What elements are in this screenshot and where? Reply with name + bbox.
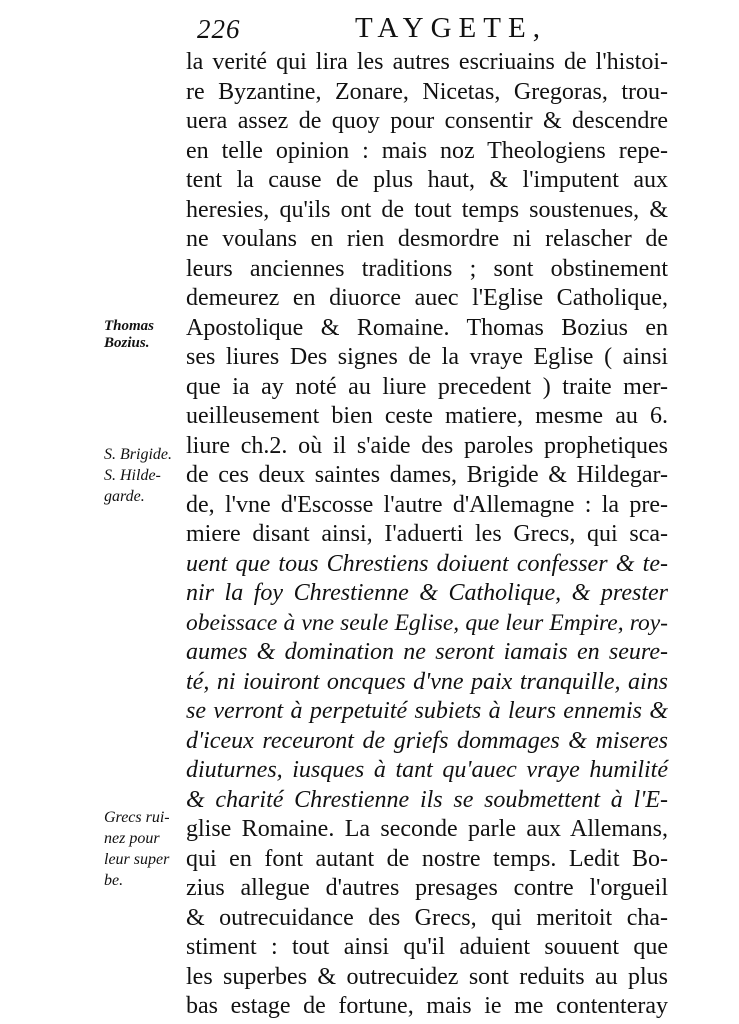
text-line: la verité qui lira les autres escriuains de l'histoi- <box>186 49 668 75</box>
text-line: Apostolique & Romaine. Thomas Bozius en <box>186 314 668 341</box>
text-line: de, l'vne d'Escosse l'autre d'Allemagne : la pre- <box>186 491 668 518</box>
margin-note-grecs-ruinez: Grecs rui- nez pour leur super be. <box>104 809 170 889</box>
text-line-italic: nir la foy Chrestienne & Catholique, & prester <box>186 580 668 606</box>
text-line: en telle opinion : mais noz Theologiens repe- <box>186 137 668 164</box>
text-line-italic: & charité Chrestienne ils se soubmettent à l'E- <box>186 786 668 813</box>
text-line-italic: uent que tous Chrestiens doiuent confesser & te- <box>186 550 668 577</box>
page-number: 226 <box>197 14 241 44</box>
text-line: leurs anciennes traditions ; sont obstinement <box>186 255 668 282</box>
text-line: ueilleusement bien ceste matiere, mesme au 6. <box>186 403 668 429</box>
margin-note-bozius: Thomas Bozius. <box>104 318 155 351</box>
text-line: zius allegue d'autres presages contre l'orgueil <box>186 875 668 901</box>
text-line: qui en font autant de nostre temps. Ledit Bo- <box>186 845 668 872</box>
text-line-italic: obeissace à vne seule Eglise, que leur Empire, roy- <box>186 609 668 636</box>
running-head: TAYGETE, <box>355 12 547 44</box>
text-line: stiment : tout ainsi qu'il aduient souuent que <box>186 934 668 960</box>
text-line: que ia ay noté au liure precedent ) traite mer- <box>186 373 668 400</box>
text-line: ses liures Des signes de la vraye Eglise ( ainsi <box>186 344 668 370</box>
body-text <box>186 48 668 1022</box>
text-line: miere disant ainsi, I'aduerti les Grecs, qui sca- <box>186 521 668 547</box>
text-line-italic: té, ni iouiront oncques d'vne paix tranquille, ains <box>186 668 668 695</box>
text-line: liure ch.2. où il s'aide des paroles prophetiques <box>186 432 668 459</box>
text-line: glise Romaine. La seconde parle aux Allemans, <box>186 816 668 842</box>
text-line: uera assez de quoy pour consentir & descendre <box>186 108 668 134</box>
text-line-italic: d'iceux receuront de griefs dommages & miseres <box>186 727 668 754</box>
margin-note-brigide-hildegarde: S. Brigide. S. Hilde- garde. <box>104 446 172 505</box>
text-line: tent la cause de plus haut, & l'imputent aux <box>186 167 668 193</box>
text-line-italic: se verront à perpetuité subiets à leurs ennemis & <box>186 698 668 724</box>
text-line: heresies, qu'ils ont de tout temps soustenues, & <box>186 196 668 223</box>
text-line: de ces deux saintes dames, Brigide & Hildegar- <box>186 462 668 488</box>
text-line: re Byzantine, Zonare, Nicetas, Gregoras, trou- <box>186 78 668 105</box>
text-line: les superbes & outrecuidez sont reduits au plus <box>186 963 668 990</box>
text-line-italic: diuturnes, iusques à tant qu'auec vraye humilité <box>186 757 668 783</box>
text-line: & outrecuidance des Grecs, qui meritoit cha- <box>186 904 668 931</box>
text-line: demeurez en diuorce auec l'Eglise Catholique, <box>186 285 668 311</box>
text-line-italic: aumes & domination ne seront iamais en seure- <box>186 639 668 665</box>
text-line: ne voulans en rien desmordre ni relascher de <box>186 226 668 252</box>
text-line: bas estage de fortune, mais ie me contenteray <box>186 993 668 1019</box>
